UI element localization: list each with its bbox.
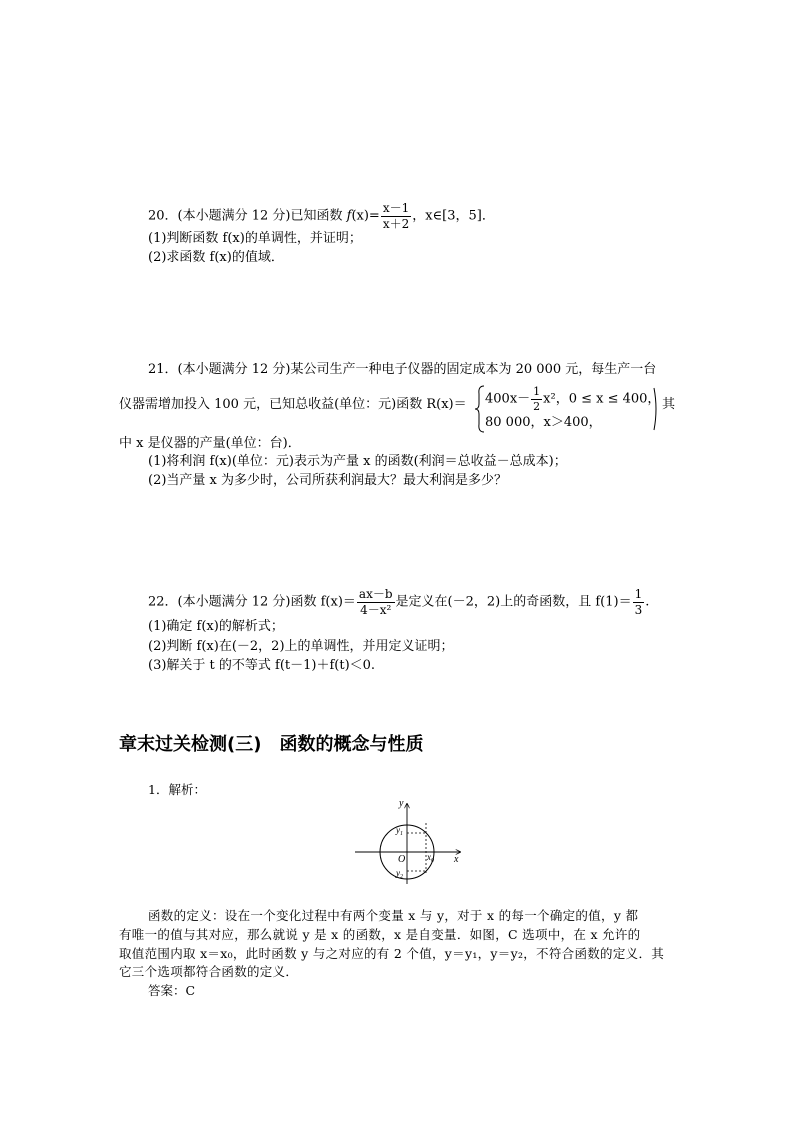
q21-case2: 80 000，x＞400， bbox=[485, 415, 602, 430]
q22-stem bbox=[148, 588, 649, 616]
y2-label: $y_2$ bbox=[396, 868, 403, 880]
q21-part2: (2)当产量 x 为多少时，公司所获利润最大？最大利润是多少？ bbox=[148, 473, 508, 488]
q20-part1: (1)判断函数 f(x)的单调性，并证明； bbox=[148, 231, 362, 246]
piecewise-right-mark bbox=[652, 384, 662, 434]
q21-line3: 中 x 是仪器的产量(单位：台)． bbox=[119, 436, 301, 451]
q22-end: . bbox=[645, 594, 650, 610]
q20-head: 20．(本小题满分 12 分)已知函数 bbox=[148, 208, 347, 224]
q22-part3: (3)解关于 t 的不等式 f(t－1)＋f(t)＜0. bbox=[148, 658, 376, 673]
q21-case1-a: 400x－ bbox=[485, 391, 531, 407]
origin-label: O bbox=[398, 854, 406, 865]
answer1-answer: 答案：C bbox=[148, 983, 196, 998]
y-axis-label: y bbox=[399, 798, 404, 809]
q22-fraction bbox=[357, 588, 395, 616]
x-axis-label: x bbox=[454, 854, 459, 865]
answer1-line4: 它三个选项都符合函数的定义． bbox=[119, 964, 299, 979]
q21-case1 bbox=[485, 386, 660, 412]
q21-case1-den: 2 bbox=[533, 399, 541, 413]
x0-label: $x_0$ bbox=[427, 852, 434, 864]
q21-line1: 21．(本小题满分 12 分)某公司生产一种电子仪器的固定成本为 20 000 元，每生产一台 bbox=[148, 362, 657, 377]
section-title: 章末过关检测(三) 函数的概念与性质 bbox=[119, 734, 424, 755]
q21-part1: (1)将利润 f(x)(单位：元)表示为产量 x 的函数(利润＝总收益－总成本)； bbox=[148, 454, 567, 469]
q20-frac-num: x－1 bbox=[382, 201, 410, 215]
q22-head: 22．(本小题满分 12 分)函数 f(x)＝ bbox=[148, 594, 356, 610]
q22-mid: 是定义在(－2，2)上的奇函数，且 f(1)＝ bbox=[395, 594, 632, 610]
q21-case1-num: 1 bbox=[533, 385, 541, 398]
q21-line2-head: 仪器需增加投入 100 元，已知总收益(单位：元)函数 R(x)＝ bbox=[119, 397, 467, 412]
answer1-line1: 函数的定义：设在一个变化过程中有两个变量 x 与 y，对于 x 的每一个确定的值，y 都 bbox=[148, 908, 639, 923]
q21-case1-b: x²，0 ≤ x ≤ 400， bbox=[543, 391, 661, 407]
q22-part2: (2)判断 f(x)在(－2，2)上的单调性，并用定义证明； bbox=[148, 639, 454, 654]
q21-line2-tail: 其 bbox=[662, 397, 676, 412]
q22-fnum: 1 bbox=[634, 587, 643, 601]
q20-part2: (2)求函数 f(x)的值域． bbox=[148, 250, 284, 265]
q20-x: (x)= bbox=[351, 208, 380, 224]
q20-stem bbox=[148, 202, 495, 230]
q20-fraction bbox=[381, 202, 411, 230]
y1-label: $y_1$ bbox=[396, 825, 403, 837]
q20-tail: ，x∈[3，5]． bbox=[412, 208, 495, 224]
answer1-line2: 有唯一的值与其对应，那么就说 y 是 x 的函数，x 是自变量．如图，C 选项中，在 x 允许的 bbox=[119, 927, 641, 942]
q21-case1-fraction bbox=[531, 386, 542, 412]
q22-fden: 3 bbox=[634, 602, 643, 617]
q20-f: f bbox=[346, 208, 352, 224]
q20-frac-den: x＋2 bbox=[382, 216, 410, 231]
q22-frac-num: ax－b bbox=[358, 587, 393, 601]
circle-axes-diagram bbox=[350, 796, 475, 886]
q22-value-fraction bbox=[633, 588, 645, 616]
q22-frac-den: 4－x² bbox=[360, 602, 392, 617]
q22-part1: (1)确定 f(x)的解析式； bbox=[148, 619, 284, 634]
answer1-line3: 取值范围内取 x＝x₀，此时函数 y 与之对应的有 2 个值，y＝y₁，y＝y₂，不符合函数的定义．其 bbox=[119, 946, 665, 961]
answer1-label: 1．解析： bbox=[148, 782, 206, 797]
